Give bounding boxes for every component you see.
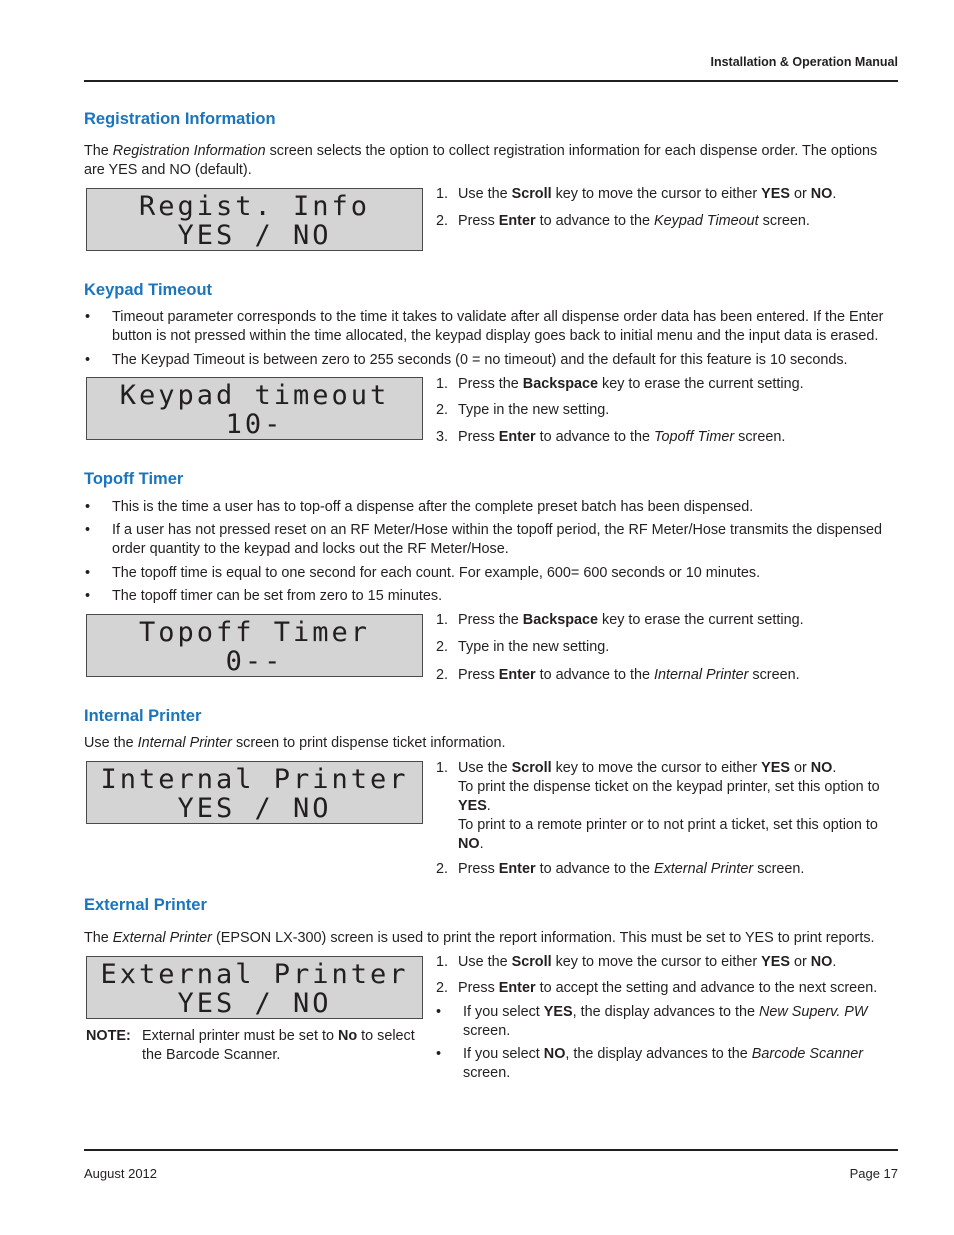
lcd-internal-printer: [86, 761, 423, 824]
section-title-registration: Registration Information: [84, 110, 276, 128]
footer-date: August 2012: [84, 1166, 158, 1181]
note-external-printer: NOTE: External printer must be set to No to select the Barcode Scanner.: [86, 1028, 415, 1063]
section-title-keypad-timeout: Keypad Timeout: [84, 281, 213, 299]
lcd-line-2: 10-: [225, 409, 284, 440]
keypad-step-2: 2. Type in the new setting.: [436, 402, 610, 418]
external-step-2: 2. Press Enter to accept the setting and advance to the next screen.: [436, 980, 878, 996]
lcd-external-printer: [86, 956, 423, 1019]
lcd-topoff-timer: [86, 614, 423, 677]
footer-page-number: Page 17: [849, 1166, 898, 1181]
keypad-bullet-1: • Timeout parameter corresponds to the time it takes to validate after all dispense order data has been entered. If the Enter button is not pressed within the time allocated, the keypad display goes back to initial menu and the input data is erased.: [85, 309, 884, 344]
external-substep-no: • If you select NO, the display advances to the Barcode Scanner screen.: [436, 1046, 863, 1081]
internal-step-2: 2. Press Enter to advance to the External Printer screen.: [436, 861, 805, 877]
internal-step-1: 1. Use the Scroll key to move the cursor to either YES or NO. To print the dispense ticket on the keypad printer, set this option to YES. To print to a remote printer or to not print a ticket, set this option to NO.: [436, 760, 880, 852]
external-intro: The External Printer (EPSON LX-300) screen is used to print the report information. This must be set to YES to print reports.: [84, 930, 875, 946]
topoff-step-1: 1. Press the Backspace key to erase the current setting.: [436, 612, 804, 628]
lcd-line-1: Internal Printer: [100, 764, 409, 795]
internal-intro: Use the Internal Printer screen to print dispense ticket information.: [84, 735, 506, 751]
section-title-internal-printer: Internal Printer: [84, 707, 202, 725]
registration-step-2: 2. Press Enter to advance to the Keypad Timeout screen.: [436, 213, 810, 229]
keypad-step-1: 1. Press the Backspace key to erase the current setting.: [436, 376, 804, 392]
keypad-step-3: 3. Press Enter to advance to the Topoff Timer screen.: [436, 429, 786, 445]
topoff-step-2: 2. Type in the new setting.: [436, 639, 610, 655]
lcd-line-1: External Printer: [100, 959, 409, 990]
lcd-line-2: YES / NO: [177, 988, 332, 1019]
topoff-bullet-4: • The topoff timer can be set from zero to 15 minutes.: [85, 588, 443, 604]
section-title-external-printer: External Printer: [84, 896, 207, 914]
lcd-line-2: YES / NO: [177, 793, 332, 824]
footer-rule: [84, 1149, 898, 1151]
lcd-line-2: YES / NO: [177, 220, 332, 251]
lcd-line-1: Topoff Timer: [138, 617, 371, 648]
topoff-bullet-3: • The topoff time is equal to one second for each count. For example, 600= 600 seconds or 10 minutes.: [85, 565, 761, 581]
registration-intro: The Registration Information screen selects the option to collect registration information for each dispense order. The options are YES and NO (default).: [84, 143, 878, 178]
header-rule: [84, 80, 898, 82]
lcd-line-1: Keypad timeout: [119, 380, 390, 411]
external-step-1: 1. Use the Scroll key to move the cursor to either YES or NO.: [436, 954, 837, 970]
keypad-bullet-2: • The Keypad Timeout is between zero to 255 seconds (0 = no timeout) and the default for this feature is 10 seconds.: [85, 352, 848, 368]
lcd-line-1: Regist. Info: [138, 191, 371, 222]
external-substep-yes: • If you select YES, the display advances to the New Superv. PW screen.: [436, 1004, 868, 1039]
lcd-keypad-timeout: [86, 377, 423, 440]
manual-title: Installation & Operation Manual: [710, 55, 898, 69]
topoff-bullet-2: • If a user has not pressed reset on an RF Meter/Hose within the topoff period, the RF Meter/Hose transmits the dispensed order quantity to the keypad and locks out the RF Meter/Hose.: [85, 522, 883, 557]
topoff-bullet-1: • This is the time a user has to top-off a dispense after the complete preset batch has been dispensed.: [85, 499, 754, 515]
section-title-topoff-timer: Topoff Timer: [84, 470, 184, 488]
lcd-registration: [86, 188, 423, 251]
lcd-line-2: 0--: [225, 646, 284, 677]
registration-step-1: 1. Use the Scroll key to move the cursor to either YES or NO.: [436, 186, 837, 202]
topoff-step-3: 2. Press Enter to advance to the Internal Printer screen.: [436, 667, 800, 683]
